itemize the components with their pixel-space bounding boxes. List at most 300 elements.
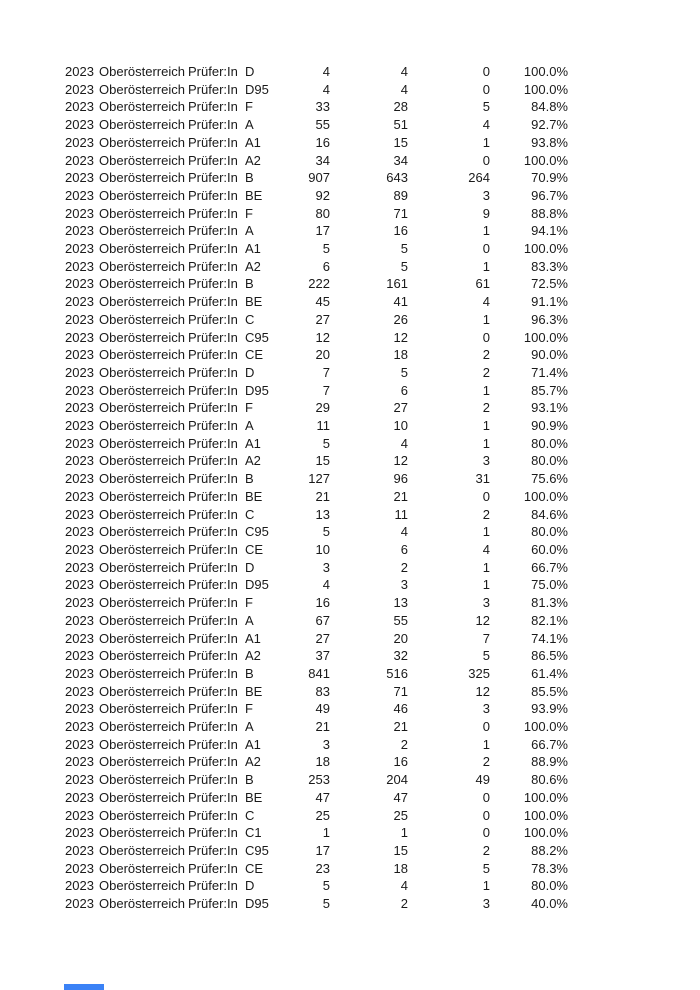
value2-cell: 26 [393,311,408,327]
value3-cell: 31 [475,471,490,487]
percent-cell: 40.0% [531,896,568,912]
region-cell: Oberösterreich [99,630,185,646]
table-row [65,877,568,895]
value2-cell: 21 [393,719,408,735]
percent-cell: 93.8% [531,134,568,150]
category-cell: A [245,612,254,628]
value3-cell: 5 [482,99,490,115]
table-row [65,506,568,524]
percent-cell: 71.4% [531,364,568,380]
value1-cell: 6 [322,258,330,274]
percent-cell: 93.9% [531,701,568,717]
value3-cell: 325 [468,665,490,681]
value2-cell: 51 [393,117,408,133]
table-row [65,169,568,187]
table-row [65,134,568,152]
region-cell: Oberösterreich [99,117,185,133]
category-cell: C95 [245,524,269,540]
value2-cell: 204 [386,772,408,788]
table-row [65,630,568,648]
value1-cell: 67 [315,612,330,628]
category-cell: B [245,471,254,487]
value2-cell: 5 [400,364,408,380]
value3-cell: 7 [482,630,490,646]
role-cell: Prüfer:In [188,364,238,380]
region-cell: Oberösterreich [99,789,185,805]
table-row [65,152,568,170]
table-row [65,594,568,612]
category-cell: A1 [245,241,261,257]
year-cell: 2023 [65,789,94,805]
table-row [65,895,568,913]
value1-cell: 7 [322,382,330,398]
role-cell: Prüfer:In [188,896,238,912]
region-cell: Oberösterreich [99,577,185,593]
value3-cell: 5 [482,648,490,664]
percent-cell: 80.6% [531,772,568,788]
value3-cell: 264 [468,170,490,186]
region-cell: Oberösterreich [99,81,185,97]
value3-cell: 12 [475,612,490,628]
percent-cell: 80.0% [531,453,568,469]
table-row [65,718,568,736]
value1-cell: 17 [315,223,330,239]
category-cell: A [245,117,254,133]
region-cell: Oberösterreich [99,754,185,770]
value3-cell: 12 [475,683,490,699]
table-row [65,452,568,470]
value1-cell: 16 [315,595,330,611]
percent-cell: 100.0% [523,807,568,823]
value3-cell: 3 [482,453,490,469]
value1-cell: 45 [315,294,330,310]
year-cell: 2023 [65,612,94,628]
year-cell: 2023 [65,453,94,469]
category-cell: F [245,99,253,115]
percent-cell: 80.0% [531,435,568,451]
category-cell: A2 [245,152,261,168]
value1-cell: 5 [322,878,330,894]
role-cell: Prüfer:In [188,506,238,522]
region-cell: Oberösterreich [99,134,185,150]
role-cell: Prüfer:In [188,612,238,628]
category-cell: B [245,665,254,681]
category-cell: D [245,64,255,79]
role-cell: Prüfer:In [188,860,238,876]
value3-cell: 3 [482,187,490,203]
table-row [65,329,568,347]
value3-cell: 2 [482,364,490,380]
value2-cell: 1 [400,825,408,841]
category-cell: BE [245,683,263,699]
value1-cell: 4 [322,81,330,97]
region-cell: Oberösterreich [99,878,185,894]
role-cell: Prüfer:In [188,276,238,292]
region-cell: Oberösterreich [99,152,185,168]
role-cell: Prüfer:In [188,347,238,363]
region-cell: Oberösterreich [99,772,185,788]
role-cell: Prüfer:In [188,241,238,257]
year-cell: 2023 [65,860,94,876]
role-cell: Prüfer:In [188,81,238,97]
percent-cell: 75.6% [531,471,568,487]
value1-cell: 5 [322,896,330,912]
category-cell: A2 [245,754,261,770]
role-cell: Prüfer:In [188,294,238,310]
value1-cell: 15 [315,453,330,469]
percent-cell: 85.7% [531,382,568,398]
percent-cell: 86.5% [531,648,568,664]
year-cell: 2023 [65,648,94,664]
value2-cell: 4 [400,524,408,540]
value2-cell: 5 [400,258,408,274]
region-cell: Oberösterreich [99,701,185,717]
value2-cell: 3 [400,577,408,593]
year-cell: 2023 [65,276,94,292]
value2-cell: 12 [393,453,408,469]
year-cell: 2023 [65,187,94,203]
region-cell: Oberösterreich [99,506,185,522]
percent-cell: 88.8% [531,205,568,221]
table-row [65,753,568,771]
category-cell: C [245,506,255,522]
value2-cell: 28 [393,99,408,115]
value3-cell: 0 [482,152,490,168]
value2-cell: 516 [386,665,408,681]
table-row [65,612,568,630]
table-row [65,222,568,240]
value2-cell: 32 [393,648,408,664]
value2-cell: 2 [400,896,408,912]
value1-cell: 907 [308,170,330,186]
region-cell: Oberösterreich [99,896,185,912]
value1-cell: 1 [322,825,330,841]
region-cell: Oberösterreich [99,665,185,681]
year-cell: 2023 [65,311,94,327]
value2-cell: 4 [400,435,408,451]
region-cell: Oberösterreich [99,842,185,858]
value1-cell: 80 [315,205,330,221]
year-cell: 2023 [65,400,94,416]
value3-cell: 2 [482,347,490,363]
role-cell: Prüfer:In [188,825,238,841]
table-row [65,311,568,329]
year-cell: 2023 [65,665,94,681]
year-cell: 2023 [65,134,94,150]
value2-cell: 16 [393,754,408,770]
region-cell: Oberösterreich [99,648,185,664]
region-cell: Oberösterreich [99,612,185,628]
year-cell: 2023 [65,541,94,557]
category-cell: C1 [245,825,262,841]
year-cell: 2023 [65,577,94,593]
value1-cell: 5 [322,524,330,540]
value3-cell: 0 [482,825,490,841]
value3-cell: 4 [482,294,490,310]
category-cell: A [245,719,254,735]
value2-cell: 41 [393,294,408,310]
year-cell: 2023 [65,559,94,575]
table-row [65,399,568,417]
region-cell: Oberösterreich [99,64,185,79]
table-row [65,240,568,258]
role-cell: Prüfer:In [188,878,238,894]
percent-cell: 91.1% [531,294,568,310]
table-row [65,258,568,276]
value1-cell: 5 [322,241,330,257]
role-cell: Prüfer:In [188,807,238,823]
value2-cell: 46 [393,701,408,717]
table-row [65,860,568,878]
value3-cell: 2 [482,400,490,416]
value2-cell: 55 [393,612,408,628]
value2-cell: 34 [393,152,408,168]
category-cell: F [245,595,253,611]
percent-cell: 80.0% [531,524,568,540]
percent-cell: 60.0% [531,541,568,557]
region-cell: Oberösterreich [99,241,185,257]
year-cell: 2023 [65,382,94,398]
value1-cell: 18 [315,754,330,770]
year-cell: 2023 [65,152,94,168]
percent-cell: 100.0% [523,329,568,345]
table-row [65,81,568,99]
value3-cell: 0 [482,241,490,257]
year-cell: 2023 [65,364,94,380]
value2-cell: 4 [400,878,408,894]
value2-cell: 4 [400,64,408,79]
value3-cell: 1 [482,435,490,451]
category-cell: B [245,276,254,292]
year-cell: 2023 [65,258,94,274]
year-cell: 2023 [65,329,94,345]
percent-cell: 100.0% [523,64,568,79]
table-row [65,665,568,683]
year-cell: 2023 [65,488,94,504]
table-row [65,116,568,134]
value2-cell: 71 [393,683,408,699]
year-cell: 2023 [65,825,94,841]
region-cell: Oberösterreich [99,170,185,186]
category-cell: CE [245,860,264,876]
value3-cell: 1 [482,736,490,752]
region-cell: Oberösterreich [99,311,185,327]
value1-cell: 21 [315,719,330,735]
value3-cell: 1 [482,311,490,327]
percent-cell: 74.1% [531,630,568,646]
value3-cell: 4 [482,541,490,557]
table-row [65,435,568,453]
year-cell: 2023 [65,683,94,699]
region-cell: Oberösterreich [99,382,185,398]
year-cell: 2023 [65,772,94,788]
value1-cell: 37 [315,648,330,664]
year-cell: 2023 [65,807,94,823]
category-cell: D95 [245,577,269,593]
results-table [65,63,568,913]
role-cell: Prüfer:In [188,736,238,752]
year-cell: 2023 [65,719,94,735]
value3-cell: 0 [482,807,490,823]
role-cell: Prüfer:In [188,683,238,699]
table-row [65,771,568,789]
value2-cell: 2 [400,559,408,575]
role-cell: Prüfer:In [188,772,238,788]
table-row [65,382,568,400]
year-cell: 2023 [65,241,94,257]
year-cell: 2023 [65,878,94,894]
value3-cell: 1 [482,524,490,540]
value1-cell: 253 [308,772,330,788]
value1-cell: 3 [322,736,330,752]
role-cell: Prüfer:In [188,187,238,203]
percent-cell: 80.0% [531,878,568,894]
role-cell: Prüfer:In [188,488,238,504]
table-row [65,647,568,665]
value3-cell: 3 [482,896,490,912]
category-cell: B [245,772,254,788]
value1-cell: 55 [315,117,330,133]
table-row [65,205,568,223]
value3-cell: 3 [482,595,490,611]
year-cell: 2023 [65,205,94,221]
table-row [65,275,568,293]
year-cell: 2023 [65,842,94,858]
region-cell: Oberösterreich [99,453,185,469]
table-row [65,187,568,205]
value2-cell: 15 [393,134,408,150]
percent-cell: 81.3% [531,595,568,611]
table-row [65,488,568,506]
category-cell: C [245,311,255,327]
percent-cell: 84.6% [531,506,568,522]
value1-cell: 27 [315,311,330,327]
category-cell: F [245,400,253,416]
year-cell: 2023 [65,117,94,133]
region-cell: Oberösterreich [99,524,185,540]
value1-cell: 841 [308,665,330,681]
value1-cell: 127 [308,471,330,487]
year-cell: 2023 [65,630,94,646]
role-cell: Prüfer:In [188,719,238,735]
percent-cell: 100.0% [523,488,568,504]
value2-cell: 2 [400,736,408,752]
value3-cell: 1 [482,134,490,150]
value1-cell: 16 [315,134,330,150]
role-cell: Prüfer:In [188,170,238,186]
value1-cell: 10 [315,541,330,557]
table-row [65,683,568,701]
value1-cell: 4 [322,64,330,79]
results-table-body [65,63,568,913]
region-cell: Oberösterreich [99,471,185,487]
value1-cell: 33 [315,99,330,115]
value3-cell: 49 [475,772,490,788]
value3-cell: 61 [475,276,490,292]
category-cell: BE [245,789,263,805]
category-cell: CE [245,541,264,557]
value1-cell: 23 [315,860,330,876]
role-cell: Prüfer:In [188,595,238,611]
value3-cell: 1 [482,258,490,274]
region-cell: Oberösterreich [99,276,185,292]
table-row [65,364,568,382]
value2-cell: 643 [386,170,408,186]
year-cell: 2023 [65,701,94,717]
category-cell: D95 [245,81,269,97]
value3-cell: 0 [482,64,490,79]
value2-cell: 96 [393,471,408,487]
value2-cell: 71 [393,205,408,221]
category-cell: BE [245,187,263,203]
table-row [65,824,568,842]
category-cell: BE [245,488,263,504]
value3-cell: 1 [482,382,490,398]
value3-cell: 0 [482,329,490,345]
role-cell: Prüfer:In [188,311,238,327]
value3-cell: 2 [482,754,490,770]
value1-cell: 92 [315,187,330,203]
table-row [65,842,568,860]
region-cell: Oberösterreich [99,187,185,203]
percent-cell: 100.0% [523,152,568,168]
region-cell: Oberösterreich [99,294,185,310]
value1-cell: 7 [322,364,330,380]
role-cell: Prüfer:In [188,577,238,593]
value1-cell: 29 [315,400,330,416]
percent-cell: 93.1% [531,400,568,416]
category-cell: C95 [245,329,269,345]
value3-cell: 0 [482,789,490,805]
value1-cell: 34 [315,152,330,168]
region-cell: Oberösterreich [99,825,185,841]
percent-cell: 94.1% [531,223,568,239]
category-cell: D95 [245,896,269,912]
value1-cell: 49 [315,701,330,717]
value1-cell: 27 [315,630,330,646]
value2-cell: 21 [393,488,408,504]
percent-cell: 82.1% [531,612,568,628]
role-cell: Prüfer:In [188,400,238,416]
value2-cell: 15 [393,842,408,858]
category-cell: C95 [245,842,269,858]
region-cell: Oberösterreich [99,683,185,699]
percent-cell: 100.0% [523,789,568,805]
region-cell: Oberösterreich [99,205,185,221]
year-cell: 2023 [65,736,94,752]
percent-cell: 88.9% [531,754,568,770]
role-cell: Prüfer:In [188,701,238,717]
percent-cell: 85.5% [531,683,568,699]
role-cell: Prüfer:In [188,258,238,274]
table-row [65,98,568,116]
value2-cell: 13 [393,595,408,611]
region-cell: Oberösterreich [99,347,185,363]
year-cell: 2023 [65,64,94,79]
value3-cell: 0 [482,488,490,504]
role-cell: Prüfer:In [188,842,238,858]
percent-cell: 88.2% [531,842,568,858]
region-cell: Oberösterreich [99,559,185,575]
value2-cell: 12 [393,329,408,345]
value1-cell: 25 [315,807,330,823]
table-row [65,470,568,488]
table-row [65,576,568,594]
value1-cell: 12 [315,329,330,345]
percent-cell: 100.0% [523,241,568,257]
region-cell: Oberösterreich [99,223,185,239]
percent-cell: 66.7% [531,559,568,575]
